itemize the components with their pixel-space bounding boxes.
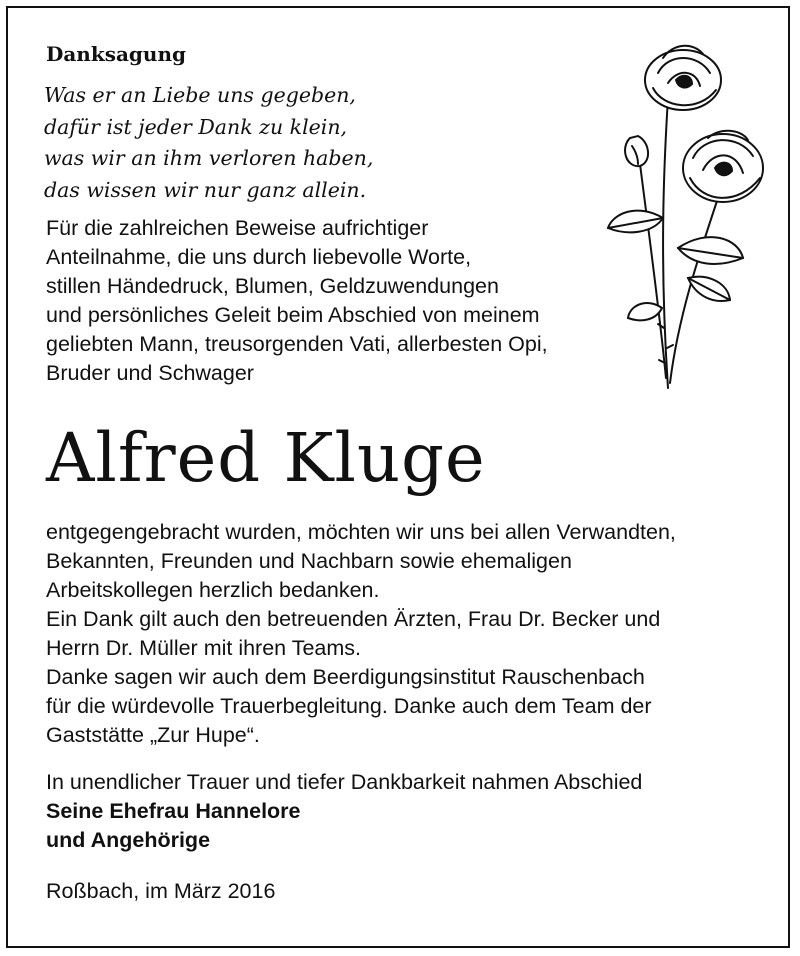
body-line: Arbeitskollegen herzlich bedanken.: [46, 578, 380, 602]
intro-text: [46, 214, 626, 388]
signer: Seine Ehefrau Hannelore: [46, 799, 301, 823]
body-line: Herrn Dr. Müller mit ihren Teams.: [46, 636, 362, 660]
heading: Danksagung: [46, 42, 186, 66]
poem-line: was wir an ihm verloren haben,: [44, 146, 374, 170]
closing-line: In unendlicher Trauer und tiefer Dankbarkeit nahmen Abschied: [46, 770, 643, 794]
body-line: Ein Dank gilt auch den betreuenden Ärzten, Frau Dr. Becker und: [46, 607, 661, 631]
roses-illustration: [568, 28, 768, 398]
intro-line: Für die zahlreichen Beweise aufrichtiger: [46, 216, 429, 240]
body-line: entgegengebracht wurden, möchten wir uns bei allen Verwandten,: [46, 520, 676, 544]
body-line: Bekannten, Freunden und Nachbarn sowie ehemaligen: [46, 549, 572, 573]
body-text: [46, 518, 786, 750]
closing: [46, 768, 786, 855]
intro-line: Anteilnahme, die uns durch liebevolle Worte,: [46, 245, 472, 269]
poem: [44, 80, 604, 206]
poem-line: Was er an Liebe uns gegeben,: [44, 83, 356, 107]
signer: und Angehörige: [46, 828, 211, 852]
intro-line: Bruder und Schwager: [46, 361, 254, 385]
deceased-name: Alfred Kluge: [46, 419, 486, 497]
obituary-card: [6, 6, 790, 948]
place-date: Roßbach, im März 2016: [46, 879, 276, 903]
body-line: Gaststätte „Zur Hupe“.: [46, 723, 260, 747]
body-line: für die würdevolle Trauerbegleitung. Danke auch dem Team der: [46, 694, 652, 718]
intro-line: geliebten Mann, treusorgenden Vati, allerbesten Opi,: [46, 332, 548, 356]
poem-line: das wissen wir nur ganz allein.: [44, 177, 367, 202]
intro-line: stillen Händedruck, Blumen, Geldzuwendungen: [46, 274, 499, 298]
body-line: Danke sagen wir auch dem Beerdigungsinstitut Rauschenbach: [46, 665, 645, 689]
intro-line: und persönliches Geleit beim Abschied von meinem: [46, 303, 540, 327]
poem-line: dafür ist jeder Dank zu klein,: [44, 114, 348, 139]
